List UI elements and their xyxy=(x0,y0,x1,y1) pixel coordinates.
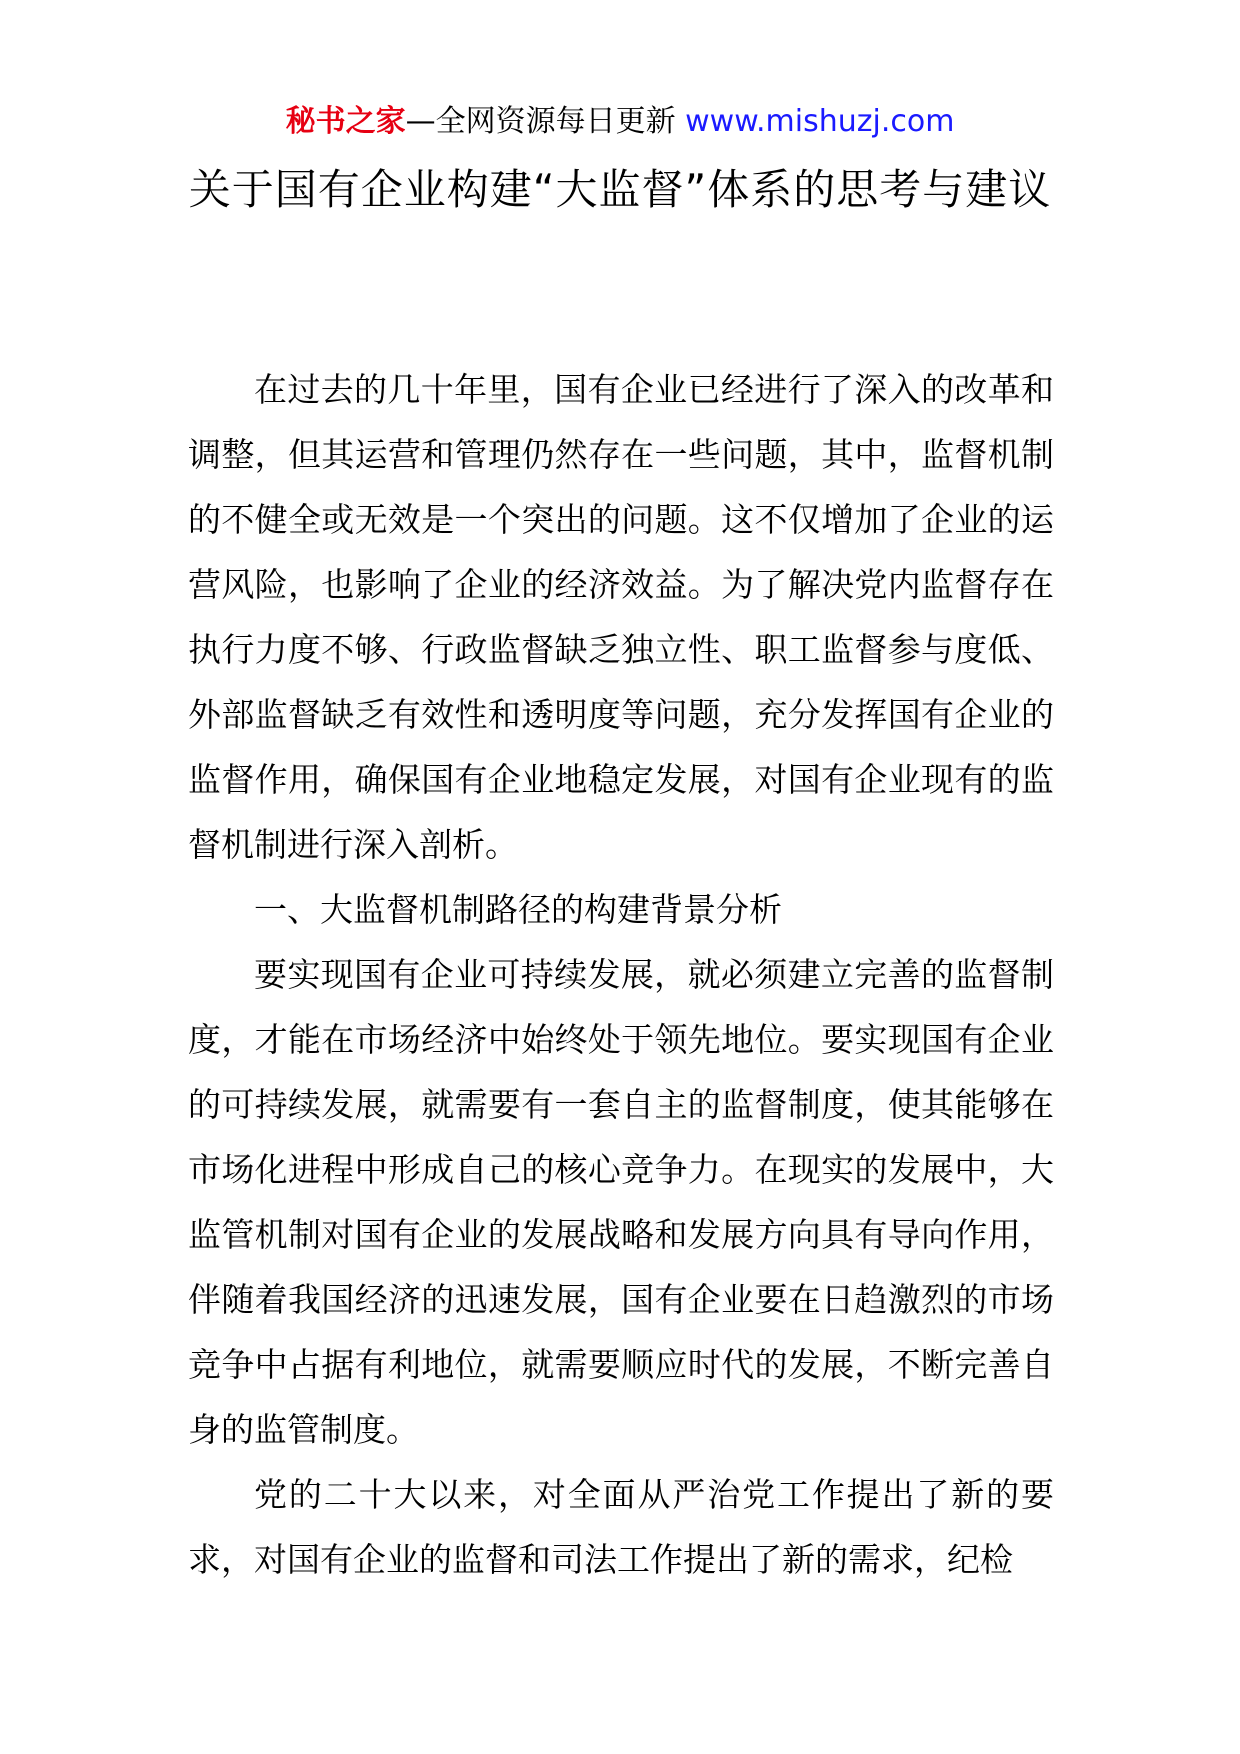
header-tagline: —全网资源每日更新 xyxy=(405,104,686,139)
brand-name: 秘书之家 xyxy=(285,104,406,139)
section-heading-1: 一、大监督机制路径的构建背景分析 xyxy=(254,890,782,929)
page-header xyxy=(0,100,1240,144)
paragraph-twentieth-congress: 党的二十大以来，对全面从严治党工作提出了新的要求，对国有企业的监督和司法工作提出了新的需求，纪检 xyxy=(188,1475,1054,1579)
document-body xyxy=(188,357,1054,1592)
paragraph-background: 要实现国有企业可持续发展，就必须建立完善的监督制度，才能在市场经济中始终处于领先地位。要实现国有企业的可持续发展，就需要有一套自主的监督制度，使其能够在市场化进程中形成自己的核心竞争力。在现实的发展中，大监管机制对国有企业的发展战略和发展方向具有导向作用，伴随着我国经济的迅速发展，国有企业要在日趋激烈的市场竞争中占据有利地位，就需要顺应时代的发展，不断完善自身的监管制度。 xyxy=(188,955,1054,1449)
paragraph-intro: 在过去的几十年里，国有企业已经进行了深入的改革和调整，但其运营和管理仍然存在一些问题，其中，监督机制的不健全或无效是一个突出的问题。这不仅增加了企业的运营风险，也影响了企业的经济效益。为了解决党内监督存在执行力度不够、行政监督缺乏独立性、职工监督参与度低、外部监督缺乏有效性和透明度等问题，充分发挥国有企业的监督作用，确保国有企业地稳定发展，对国有企业现有的监督机制进行深入剖析。 xyxy=(188,370,1054,864)
header-url-link[interactable]: www.mishuzj.com xyxy=(685,104,955,139)
document-title: 关于国有企业构建“大监督”体系的思考与建议 xyxy=(188,165,1052,214)
